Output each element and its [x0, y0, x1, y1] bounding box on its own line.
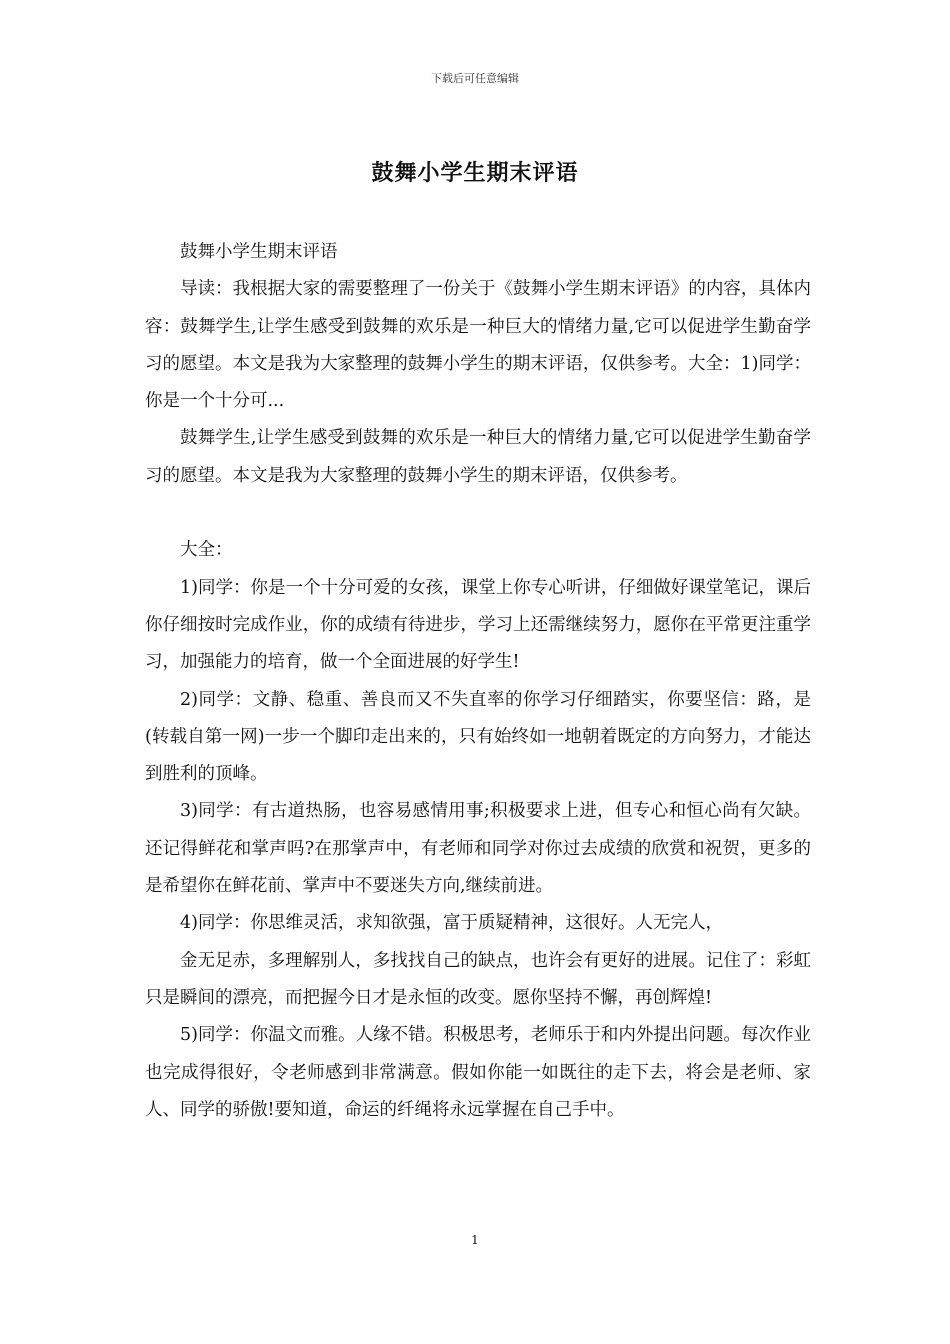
paragraph-summary: 鼓舞学生,让学生感受到鼓舞的欢乐是一种巨大的情绪力量,它可以促进学生勤奋学习的愿望。本文是我为大家整理的鼓舞小学生的期末评语，仅供参考。 [145, 428, 811, 486]
paragraph-comment-5: 5)同学：你温文而雅。人缘不错。积极思考，老师乐于和内外提出问题。每次作业也完成得很好，令老师感到非常满意。假如你能一如既往的走下去，将会是老师、家人、同学的骄傲!要知道，命运的纤绳将永远掌握在自己手中。 [145, 1025, 811, 1120]
paragraph-comment-1: 1)同学：你是一个十分可爱的女孩，课堂上你专心听讲，仔细做好课堂笔记，课后你仔细按时完成作业，你的成绩有待进步，学习上还需继续努力，愿你在平常更注重学习，加强能力的培育，做一个全面进展的好学生! [145, 577, 811, 673]
paragraph-comment-4-continued: 金无足赤，多理解别人，多找找自己的缺点，也许会有更好的进展。记住了：彩虹只是瞬间的漂亮，而把握今日才是永恒的改变。愿你坚持不懈，再创辉煌! [145, 950, 811, 1008]
paragraph-comment-3: 3)同学：有古道热肠，也容易感情用事;积极要求上进，但专心和恒心尚有欠缺。还记得鲜花和掌声吗?在那掌声中，有老师和同学对你过去成绩的欣赏和祝贺，更多的是希望你在鲜花前、掌声中不要迷失方向,继续前进。 [145, 801, 811, 897]
paragraph-intro: 导读：我根据大家的需要整理了一份关于《鼓舞小学生期末评语》的内容，具体内容：鼓舞学生,让学生感受到鼓舞的欢乐是一种巨大的情绪力量,它可以促进学生勤奋学习的愿望。本文是我为大家整理的鼓舞小学生的期末评语，仅供参考。大全：1)同学：你是一个十分可... [145, 279, 811, 412]
paragraph-comment-2: 2)同学：文静、稳重、善良而又不失直率的你学习仔细踏实，你要坚信：路，是(转载自第一网)一步一个脚印走出来的，只有始终如一地朝着既定的方向努力，才能达到胜利的顶峰。 [145, 689, 811, 785]
page-number: 1 [471, 1233, 479, 1247]
document-body [145, 234, 811, 1129]
header-note: 下载后可任意编辑 [431, 72, 519, 85]
document-title: 鼓舞小学生期末评语 [371, 160, 579, 186]
paragraph-spacer [145, 495, 811, 532]
paragraph-subtitle: 鼓舞小学生期末评语 [180, 242, 338, 262]
paragraph-comment-4: 4)同学：你思维灵活，求知欲强，富于质疑精神，这很好。人无完人， [180, 913, 723, 934]
paragraph-heading-all: 大全： [180, 540, 233, 561]
